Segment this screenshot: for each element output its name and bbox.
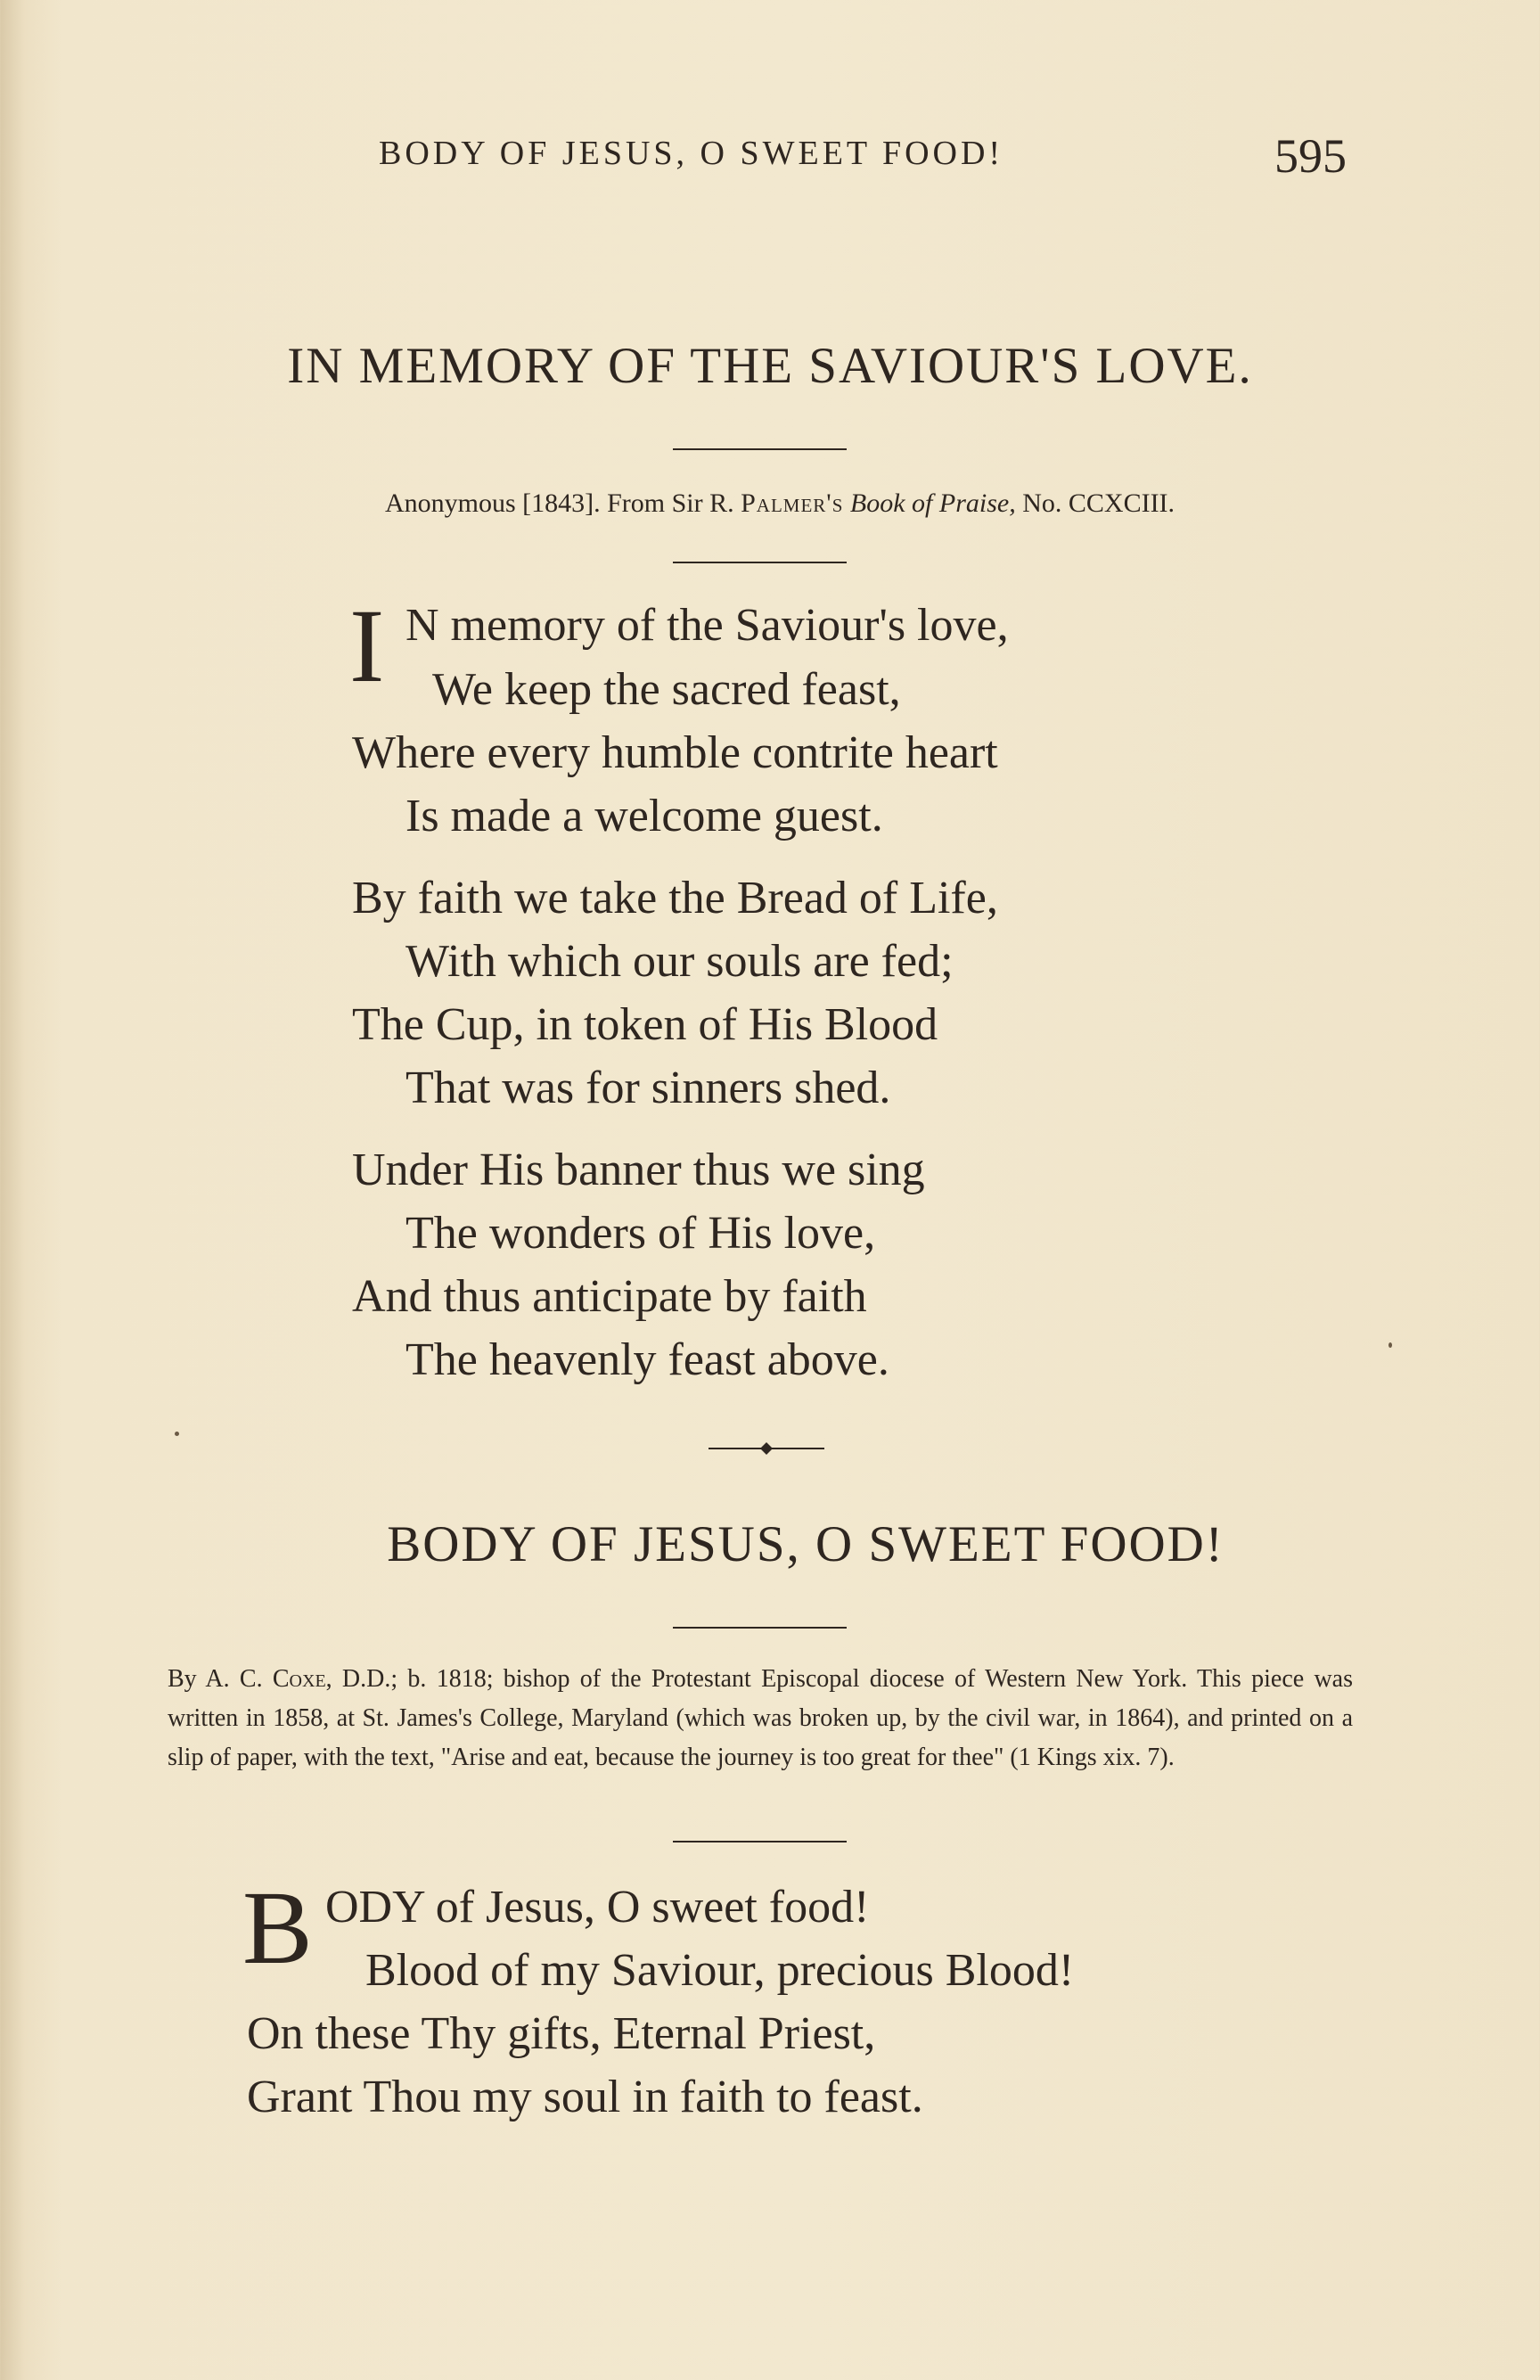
title-rule (673, 1627, 847, 1629)
verse-line: On these Thy gifts, Eternal Priest, (247, 2008, 876, 2059)
verse-line: Is made a welcome guest. (405, 791, 883, 841)
verse-line: With which our souls are fed; (405, 936, 954, 987)
attribution-suffix: No. CCXCIII. (1015, 488, 1175, 518)
verse-line: The Cup, in token of His Blood (352, 999, 938, 1050)
attribution-prefix: Anonymous [1843]. From Sir R. (384, 488, 741, 518)
verse-line: Where every humble contrite heart (352, 727, 998, 778)
hymn-title: BODY OF JESUS, O SWEET FOOD! (387, 1516, 1225, 1572)
verse-line: By faith we take the Bread of Life, (352, 873, 998, 923)
running-title: BODY OF JESUS, O SWEET FOOD! (379, 135, 1004, 172)
verse-line: Blood of my Saviour, precious Blood! (365, 1945, 1075, 1996)
print-speck (175, 1432, 179, 1436)
drop-cap: I (349, 587, 385, 704)
verse-line: The heavenly feast above. (405, 1334, 889, 1385)
verse-line: N memory of the Saviour's love, (405, 600, 1009, 651)
hymn-title: IN MEMORY OF THE SAVIOUR'S LOVE. (287, 338, 1253, 394)
verse-line: ODY of Jesus, O sweet food! (325, 1882, 870, 1933)
verse-line: That was for sinners shed. (405, 1063, 891, 1113)
verse-line: We keep the sacred feast, (432, 664, 901, 715)
note-author: Coxe, (272, 1665, 332, 1693)
note-by: By A. C. (168, 1665, 273, 1693)
ornament-divider (709, 1435, 824, 1462)
hymn-note (168, 1660, 1353, 1777)
verse-line: The wonders of His love, (405, 1208, 876, 1259)
note-text: D.D.; b. 1818; bishop of the Protestant Episcopal diocese of Western New York. This piece was written in 1858, at St. James's College, Maryland (which was broken up, by the civil war, in 1864), and printed on a slip of paper, with the text, "Arise and eat, because the journey is too great for thee" (1 Kings xix. 7). (168, 1665, 1353, 1771)
title-rule (673, 448, 847, 450)
verse-line: Under His banner thus we sing (352, 1145, 925, 1195)
attribution (223, 488, 1337, 519)
attribution-name: Palmer's (741, 488, 844, 518)
page-number: 595 (1274, 129, 1347, 183)
print-speck (1388, 1342, 1392, 1348)
verse-line: Grant Thou my soul in faith to feast. (247, 2072, 923, 2122)
drop-cap: B (242, 1869, 313, 1986)
note-rule (673, 1841, 847, 1842)
attribution-rule (673, 562, 847, 563)
attribution-book: Book of Praise, (849, 488, 1016, 518)
verse-line: And thus anticipate by faith (352, 1271, 867, 1322)
